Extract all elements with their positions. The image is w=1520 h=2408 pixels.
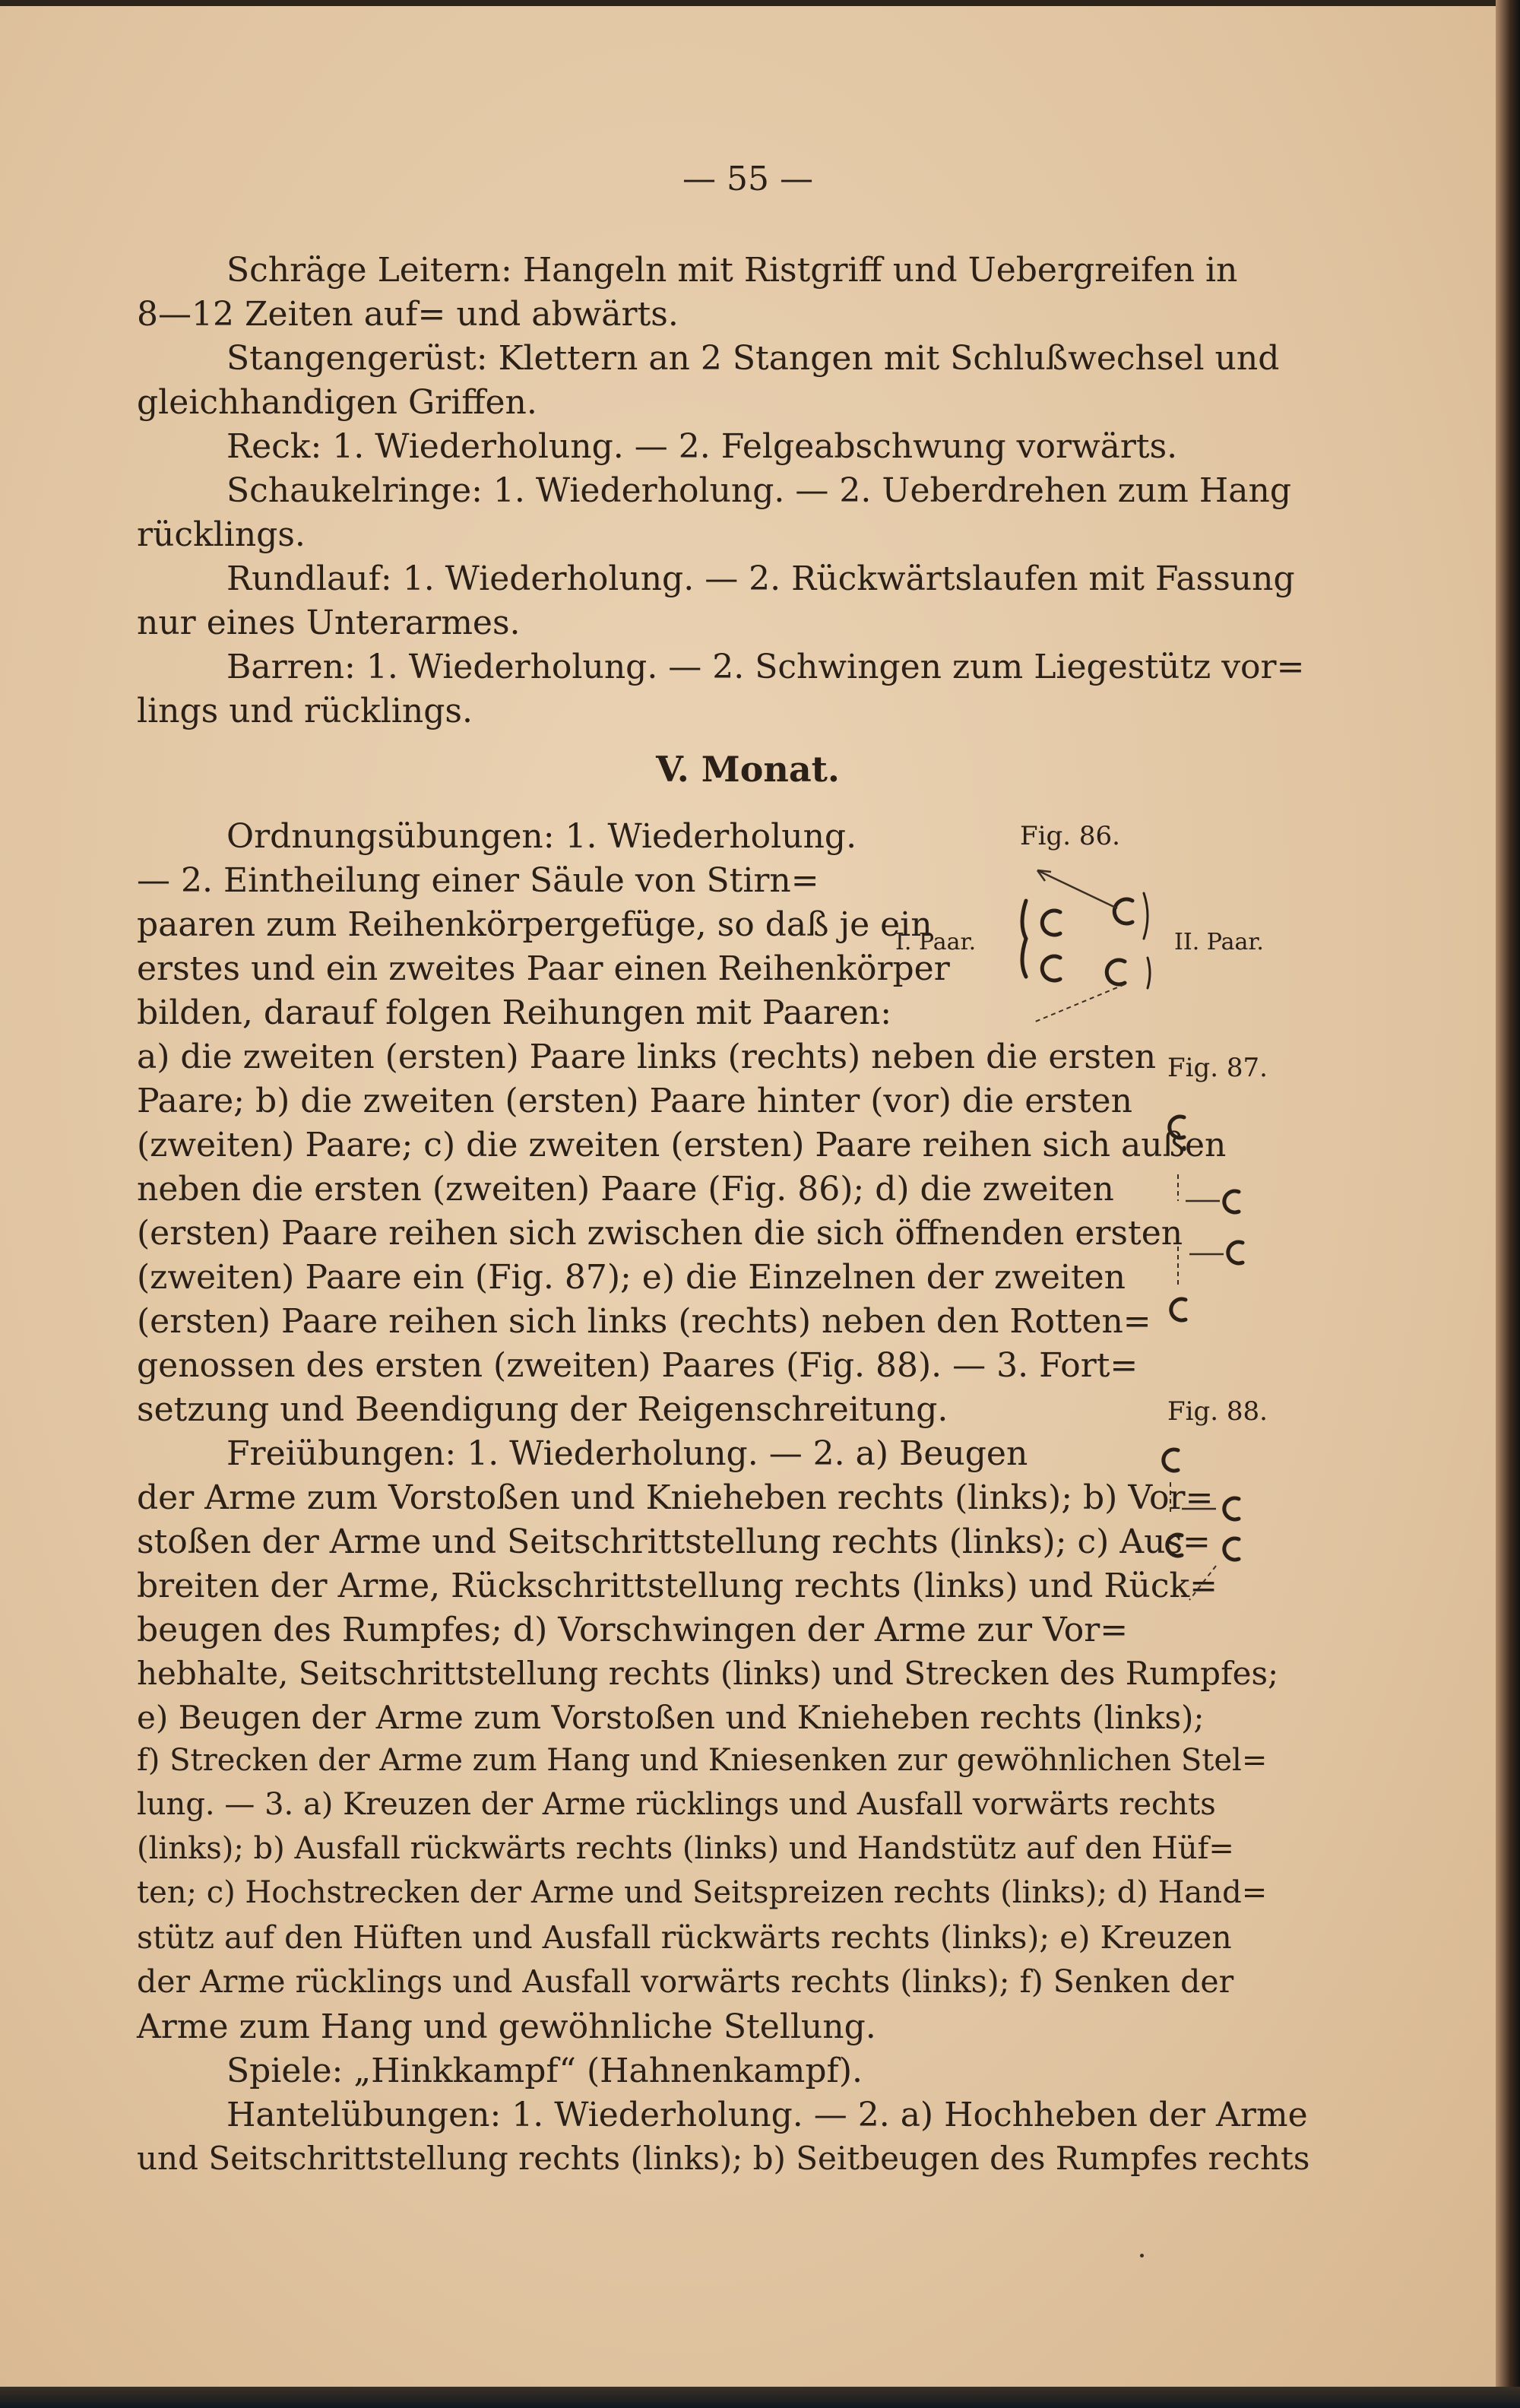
text-line-6: Schaukelringe: 1. Wiederholung. — 2. Ueberdrehen zum Hang: [226, 471, 1291, 510]
fig-88-diagram: [1148, 1437, 1284, 1627]
text-line-17: a) die zweiten (ersten) Paare links (rechts) neben die ersten: [137, 1038, 1157, 1076]
text-line-30: beugen des Rumpfes; d) Vorschwingen der Arme zur Vor=: [137, 1611, 1129, 1649]
text-line-1: Schräge Leitern: Hangeln mit Ristgriff und Uebergreifen in: [226, 251, 1238, 290]
text-line-39: Arme zum Hang und gewöhnliche Stellung.: [137, 2007, 876, 2046]
text-line-18: Paare; b) die zweiten (ersten) Paare hinter (vor) die ersten: [137, 1082, 1132, 1120]
text-line-8: Rundlauf: 1. Wiederholung. — 2. Rückwärtslaufen mit Fassung: [226, 559, 1295, 598]
page-edge-bottom: [0, 2387, 1520, 2408]
text-line-22: (zweiten) Paare ein (Fig. 87); e) die Einzelnen der zweiten: [137, 1258, 1126, 1297]
text-line-29: breiten der Arme, Rückschrittstellung rechts (links) und Rück=: [137, 1567, 1218, 1605]
text-line-38: der Arme rücklings und Ausfall vorwärts rechts (links); f) Senken der: [137, 1963, 1234, 2000]
section-heading: V. Monat.: [656, 749, 840, 790]
text-line-16: bilden, darauf folgen Reihungen mit Paaren:: [137, 993, 892, 1032]
fig-87-diagram: [1155, 1102, 1284, 1345]
text-line-2: 8—12 Zeiten auf= und abwärts.: [137, 295, 679, 334]
fig-88-label: Fig. 88.: [1167, 1396, 1268, 1427]
text-line-23: (ersten) Paare reihen sich links (rechts) neben den Rotten=: [137, 1302, 1151, 1341]
top-edge: [0, 0, 1496, 6]
ink-speck: [1140, 2254, 1144, 2258]
text-line-37: stütz auf den Hüften und Ausfall rückwärts rechts (links); e) Kreuzen: [137, 1919, 1232, 1956]
text-line-19: (zweiten) Paare; c) die zweiten (ersten) Paare reihen sich außen: [137, 1126, 1227, 1164]
text-line-13: — 2. Eintheilung einer Säule von Stirn=: [137, 861, 819, 900]
fig-86-diagram: [1003, 863, 1170, 1030]
page-edge-right: [1496, 0, 1520, 2408]
text-line-33: f) Strecken der Arme zum Hang und Kniesenken zur gewöhnlichen Stel=: [137, 1743, 1268, 1778]
text-line-15: erstes und ein zweites Paar einen Reihenkörper: [137, 949, 950, 988]
fig-87-label: Fig. 87.: [1167, 1053, 1268, 1083]
text-line-35: (links); b) Ausfall rückwärts rechts (links) und Handstütz auf den Hüf=: [137, 1831, 1234, 1866]
text-line-27: der Arme zum Vorstoßen und Knieheben rechts (links); b) Vor=: [137, 1478, 1214, 1517]
text-line-12: Ordnungsübungen: 1. Wiederholung.: [226, 817, 857, 856]
text-line-5: Reck: 1. Wiederholung. — 2. Felgeabschwung vorwärts.: [226, 427, 1178, 466]
text-line-7: rücklings.: [137, 515, 306, 554]
text-line-4: gleichhandigen Griffen.: [137, 383, 537, 422]
text-line-10: Barren: 1. Wiederholung. — 2. Schwingen zum Liegestütz vor=: [226, 648, 1305, 686]
text-line-20: neben die ersten (zweiten) Paare (Fig. 86); d) die zweiten: [137, 1170, 1114, 1209]
text-line-24: genossen des ersten (zweiten) Paares (Fig. 88). — 3. Fort=: [137, 1346, 1138, 1385]
text-line-40: Spiele: „Hinkkampf“ (Hahnenkampf).: [226, 2052, 863, 2090]
text-line-25: setzung und Beendigung der Reigenschreitung.: [137, 1390, 948, 1429]
text-line-32: e) Beugen der Arme zum Vorstoßen und Knieheben rechts (links);: [137, 1699, 1205, 1736]
text-line-36: ten; c) Hochstrecken der Arme und Seitspreizen rechts (links); d) Hand=: [137, 1875, 1268, 1910]
text-line-14: paaren zum Reihenkörpergefüge, so daß je ein: [137, 905, 933, 944]
page-number: — 55 —: [682, 160, 813, 198]
text-line-42: und Seitschrittstellung rechts (links); b) Seitbeugen des Rumpfes rechts: [137, 2140, 1310, 2177]
text-line-21: (ersten) Paare reihen sich zwischen die sich öffnenden ersten: [137, 1214, 1183, 1253]
text-line-3: Stangengerüst: Klettern an 2 Stangen mit Schlußwechsel und: [226, 339, 1280, 378]
text-line-28: stoßen der Arme und Seitschrittstellung rechts (links); c) Aus=: [137, 1522, 1211, 1561]
text-line-41: Hantelübungen: 1. Wiederholung. — 2. a) Hochheben der Arme: [226, 2096, 1308, 2134]
fig-86-label: Fig. 86.: [1020, 821, 1120, 851]
text-line-11: lings und rücklings.: [137, 692, 473, 730]
text-line-34: lung. — 3. a) Kreuzen der Arme rücklings und Ausfall vorwärts rechts: [137, 1787, 1216, 1822]
text-line-26: Freiübungen: 1. Wiederholung. — 2. a) Beugen: [226, 1434, 1028, 1473]
fig-86-left-label: I. Paar.: [895, 929, 977, 955]
fig-86-right-label: II. Paar.: [1174, 929, 1264, 955]
text-line-31: hebhalte, Seitschrittstellung rechts (links) und Strecken des Rumpfes;: [137, 1655, 1279, 1692]
text-line-9: nur eines Unterarmes.: [137, 604, 521, 642]
